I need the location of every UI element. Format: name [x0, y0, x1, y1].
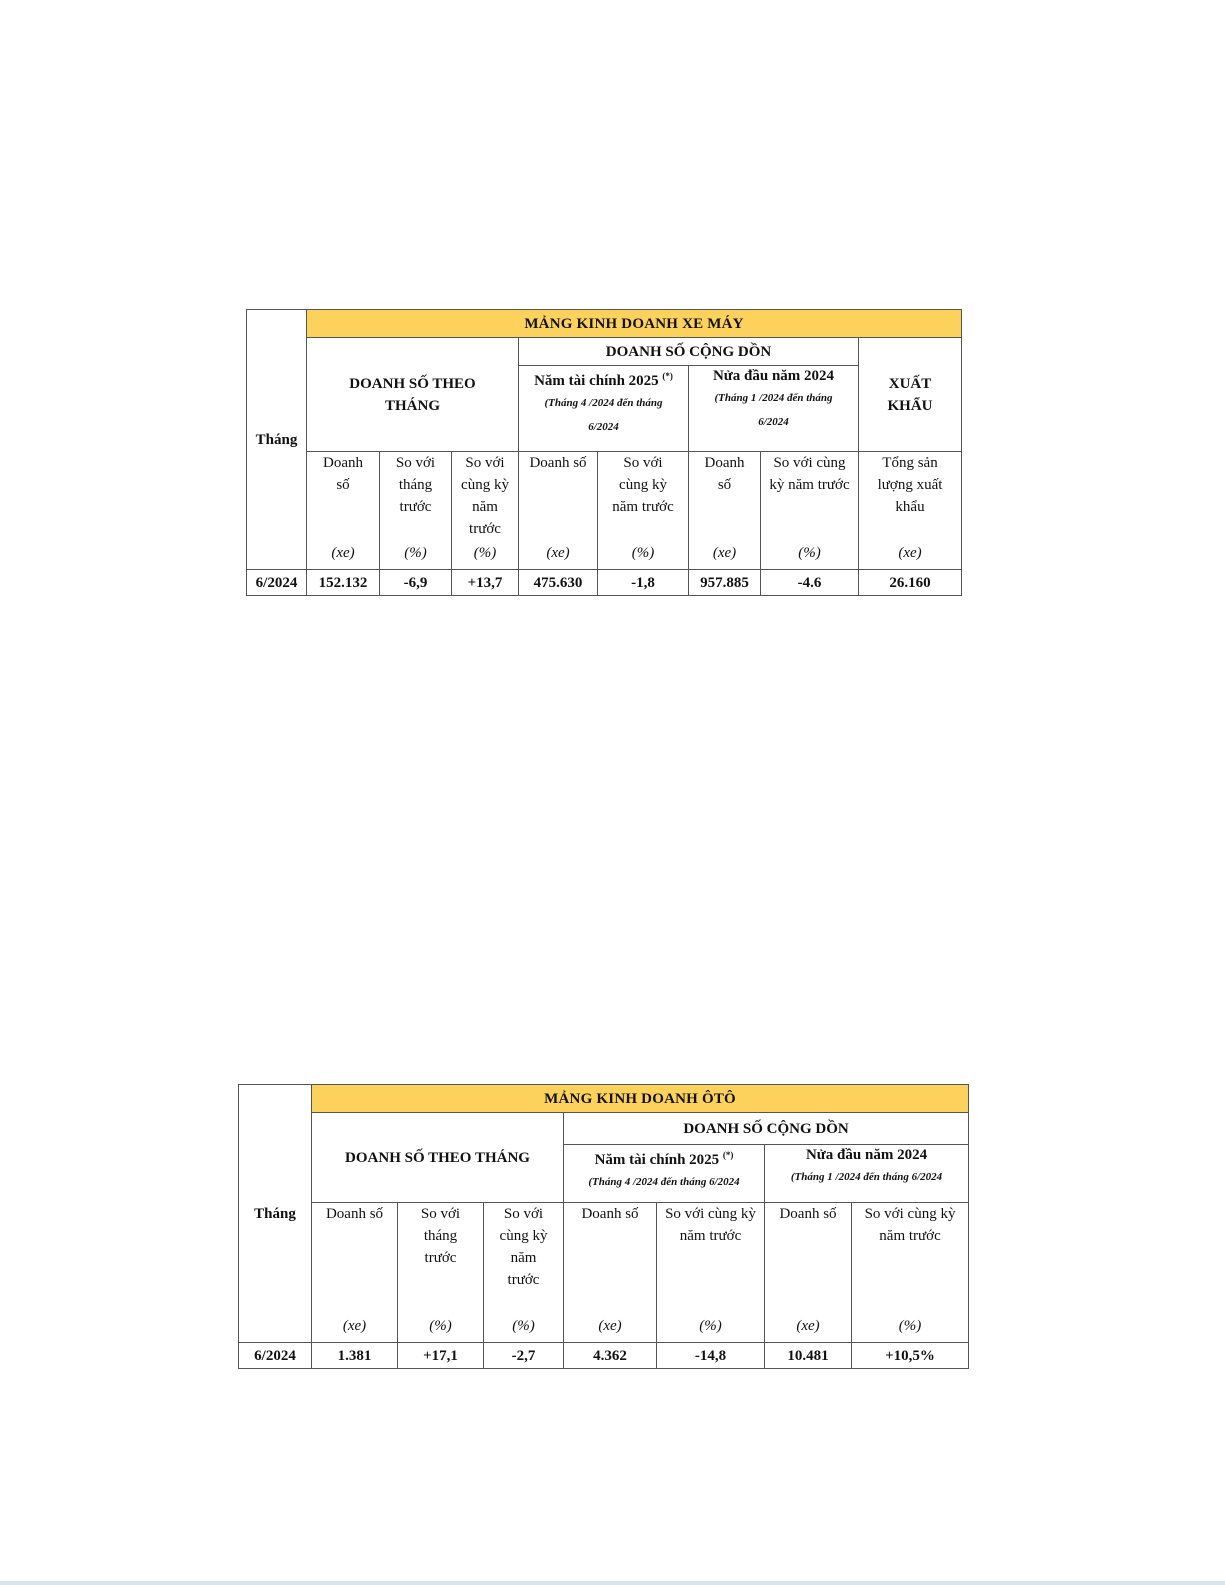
row-month: 6/2024	[247, 570, 307, 596]
column-header	[859, 452, 962, 570]
export-group-label: XUẤT KHẨU	[887, 375, 933, 414]
column-header	[519, 452, 598, 570]
fiscal-year-header	[564, 1145, 765, 1203]
column-unit: (%)	[473, 545, 497, 561]
half-year-header	[765, 1145, 969, 1203]
column-header	[852, 1203, 969, 1343]
column-header	[689, 452, 761, 570]
column-unit: (%)	[798, 545, 821, 561]
table-cell: 10.481	[765, 1343, 852, 1369]
column-label: Doanh số	[581, 1206, 639, 1222]
fiscal-year-title: Năm tài chính 2025	[594, 1152, 720, 1168]
column-label: Doanh số	[325, 1206, 384, 1222]
column-label: So với cùng kỳ năm trước	[612, 455, 674, 515]
column-label: Doanh số	[779, 1206, 837, 1222]
half-year-period: (Tháng 1 /2024 đến tháng 6/2024	[714, 392, 833, 428]
table-cell: -2,7	[484, 1343, 564, 1369]
half-year-period: (Tháng 1 /2024 đến tháng 6/2024	[790, 1171, 943, 1183]
column-header	[452, 452, 519, 570]
column-unit: (%)	[404, 545, 427, 561]
table-cell: -4.6	[761, 570, 859, 596]
column-label: Doanh số	[704, 455, 745, 493]
monthly-sales-group-label: DOANH SỐ THEO THÁNG	[349, 375, 476, 414]
table-cell: +10,5%	[852, 1343, 969, 1369]
table-cell: -1,8	[598, 570, 689, 596]
column-unit: (xe)	[712, 545, 737, 561]
column-label: Doanh số	[529, 455, 587, 471]
table-cell: +13,7	[452, 570, 519, 596]
column-header	[765, 1203, 852, 1343]
column-header	[484, 1203, 564, 1343]
table-cell: -6,9	[380, 570, 452, 596]
automobile-sales-table	[238, 1084, 969, 1369]
column-unit: (xe)	[546, 545, 570, 561]
fiscal-year-marker: (*)	[662, 371, 673, 381]
table-cell: +17,1	[398, 1343, 484, 1369]
table-cell: 1.381	[312, 1343, 398, 1369]
table-cell: 4.362	[564, 1343, 657, 1369]
table-row	[239, 1343, 969, 1369]
table-cell: 957.885	[689, 570, 761, 596]
column-label: So với tháng trước	[420, 1206, 461, 1266]
column-header	[307, 452, 380, 570]
column-unit: (xe)	[598, 1318, 622, 1334]
table-cell: 26.160	[859, 570, 962, 596]
column-header	[598, 452, 689, 570]
cumulative-sales-group: DOANH SỐ CỘNG DỒN	[519, 338, 859, 366]
half-year-header	[689, 366, 859, 452]
half-year-title: Nửa đầu năm 2024	[805, 1147, 928, 1163]
column-header	[657, 1203, 765, 1343]
column-header	[761, 452, 859, 570]
page-bottom-edge	[0, 1581, 1225, 1585]
column-unit: (xe)	[342, 1318, 367, 1334]
table-cell: 152.132	[307, 570, 380, 596]
table-cell: -14,8	[657, 1343, 765, 1369]
column-label: So với cùng kỳ năm trước	[499, 1206, 548, 1288]
table-row	[247, 570, 962, 596]
column-header	[312, 1203, 398, 1343]
column-header	[564, 1203, 657, 1343]
fiscal-year-period: (Tháng 4 /2024 đến tháng 6/2024	[544, 397, 663, 433]
fiscal-year-title: Năm tài chính 2025	[534, 373, 659, 389]
column-label: So với cùng kỳ năm trước	[769, 455, 850, 493]
column-unit: (%)	[631, 545, 655, 561]
section-band-title: MẢNG KINH DOANH ÔTÔ	[312, 1085, 969, 1113]
column-label: Tổng sản lượng xuất khẩu	[877, 455, 943, 515]
half-year-title: Nửa đầu năm 2024	[712, 368, 835, 384]
fiscal-year-header	[519, 366, 689, 452]
monthly-sales-group	[307, 338, 519, 452]
column-unit: (%)	[699, 1318, 722, 1334]
column-unit: (xe)	[331, 545, 355, 561]
export-group	[859, 338, 962, 452]
column-label: So với tháng trước	[395, 455, 436, 515]
column-header	[398, 1203, 484, 1343]
section-band-title: MẢNG KINH DOANH XE MÁY	[307, 310, 962, 338]
column-label: So với cùng kỳ năm trước	[864, 1206, 956, 1244]
column-label: So với cùng kỳ năm trước	[665, 1206, 756, 1244]
month-header: Tháng	[239, 1085, 312, 1343]
column-header	[380, 452, 452, 570]
column-unit: (%)	[512, 1318, 535, 1334]
column-unit: (%)	[898, 1318, 922, 1334]
month-header: Tháng	[247, 310, 307, 570]
column-unit: (%)	[429, 1318, 452, 1334]
motorbike-sales-table	[246, 309, 962, 596]
table-cell: 475.630	[519, 570, 598, 596]
column-unit: (xe)	[898, 545, 922, 561]
monthly-sales-group: DOANH SỐ THEO THÁNG	[312, 1113, 564, 1203]
column-unit: (xe)	[796, 1318, 820, 1334]
fiscal-year-marker: (*)	[722, 1150, 734, 1160]
column-label: So với cùng kỳ năm trước	[461, 455, 509, 537]
row-month: 6/2024	[239, 1343, 312, 1369]
fiscal-year-period: (Tháng 4 /2024 đến tháng 6/2024	[588, 1176, 740, 1188]
column-label: Doanh số	[323, 455, 363, 493]
cumulative-sales-group: DOANH SỐ CỘNG DỒN	[564, 1113, 969, 1145]
